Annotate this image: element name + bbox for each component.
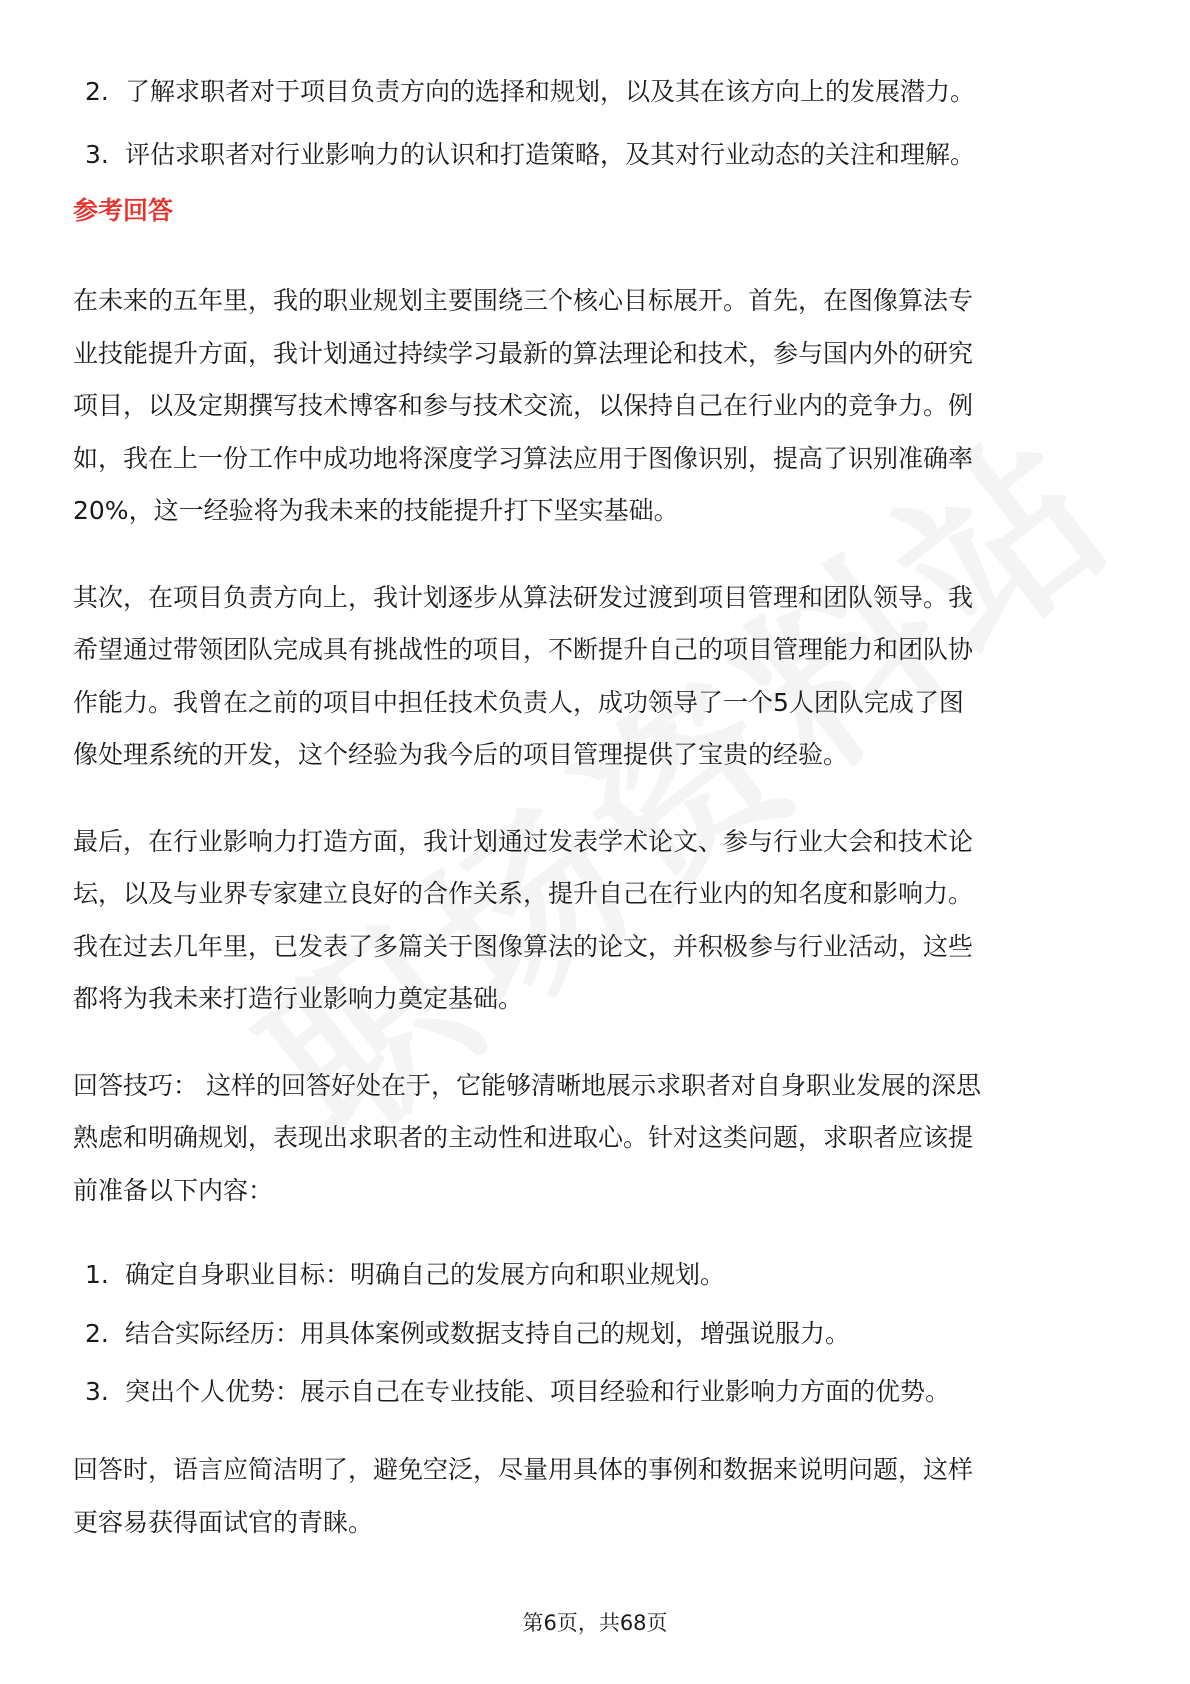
paragraph <box>73 816 1118 1026</box>
list-text: 了解求职者对于项目负责方向的选择和规划，以及其在该方向上的发展潜力。 <box>125 77 976 106</box>
text-line: 都将为我未来打造行业影响力奠定基础。 <box>73 984 524 1013</box>
text-line: 前准备以下内容： <box>73 1175 274 1205</box>
list-item <box>73 74 1118 110</box>
text-line: 作能力。我曾在之前的项目中担任技术负责人，成功领导了一个5人团队完成了图 <box>73 687 964 717</box>
text-line: 熟虑和明确规划，表现出求职者的主动性和进取心。针对这类问题，求职者应该提 <box>73 1123 974 1152</box>
list-item <box>73 137 1118 173</box>
section-heading: 参考回答 <box>73 196 174 225</box>
text-line: 最后，在行业影响力打造方面，我计划通过发表学术论文、参与行业大会和技术论 <box>73 826 974 856</box>
list-number: 3. <box>85 140 109 169</box>
closing-paragraph <box>73 1444 1118 1549</box>
list-text: 突出个人优势：展示自己在专业技能、项目经验和行业影响力方面的优势。 <box>125 1377 951 1406</box>
text-line: 在未来的五年里，我的职业规划主要围绕三个核心目标展开。首先，在图像算法专 <box>73 286 974 315</box>
page-number: 第6页，共68页 <box>522 1611 668 1635</box>
text-line: 回答时，语言应简洁明了，避免空泛，尽量用具体的事例和数据来说明问题，这样 <box>73 1455 974 1484</box>
paragraph <box>73 572 1118 782</box>
list-item <box>73 1316 1118 1352</box>
list-text: 结合实际经历：用具体案例或数据支持自己的规划，增强说服力。 <box>125 1319 851 1348</box>
paragraph <box>73 275 1118 538</box>
list-item <box>73 1257 1118 1293</box>
paragraph <box>73 1060 1118 1218</box>
list-text: 确定自身职业目标：明确自己的发展方向和职业规划。 <box>125 1260 726 1289</box>
list-item <box>73 1374 1118 1410</box>
list-number: 3. <box>85 1377 109 1406</box>
text-line: 业技能提升方面，我计划通过持续学习最新的算法理论和技术，参与国内外的研究 <box>73 338 974 368</box>
text-line: 回答技巧： 这样的回答好处在于，它能够清晰地展示求职者对自身职业发展的深思 <box>73 1070 981 1100</box>
text-line: 20%，这一经验将为我未来的技能提升打下坚实基础。 <box>73 496 679 525</box>
page-content <box>73 74 1118 1549</box>
list-text: 评估求职者对行业影响力的认识和打造策略，及其对行业动态的关注和理解。 <box>125 140 976 169</box>
text-line: 项目，以及定期撰写技术博客和参与技术交流，以保持自己在行业内的竞争力。例 <box>73 391 974 420</box>
text-line: 像处理系统的开发，这个经验为我今后的项目管理提供了宝贵的经验。 <box>73 740 849 769</box>
text-line: 我在过去几年里，已发表了多篇关于图像算法的论文，并积极参与行业活动，这些 <box>73 931 974 961</box>
text-line: 希望通过带领团队完成具有挑战性的项目，不断提升自己的项目管理能力和团队协 <box>73 635 974 664</box>
tips-list <box>73 1257 1118 1410</box>
list-number: 2. <box>85 77 109 106</box>
text-line: 坛，以及与业界专家建立良好的合作关系，提升自己在行业内的知名度和影响力。 <box>73 879 974 908</box>
text-line: 更容易获得面试官的青睐。 <box>73 1507 374 1537</box>
text-line: 如，我在上一份工作中成功地将深度学习算法应用于图像识别，提高了识别准确率 <box>73 443 974 473</box>
list-number: 1. <box>85 1260 109 1289</box>
criteria-list <box>73 74 1118 173</box>
list-number: 2. <box>85 1319 109 1348</box>
text-line: 其次，在项目负责方向上，我计划逐步从算法研发过渡到项目管理和团队领导。我 <box>73 582 974 612</box>
